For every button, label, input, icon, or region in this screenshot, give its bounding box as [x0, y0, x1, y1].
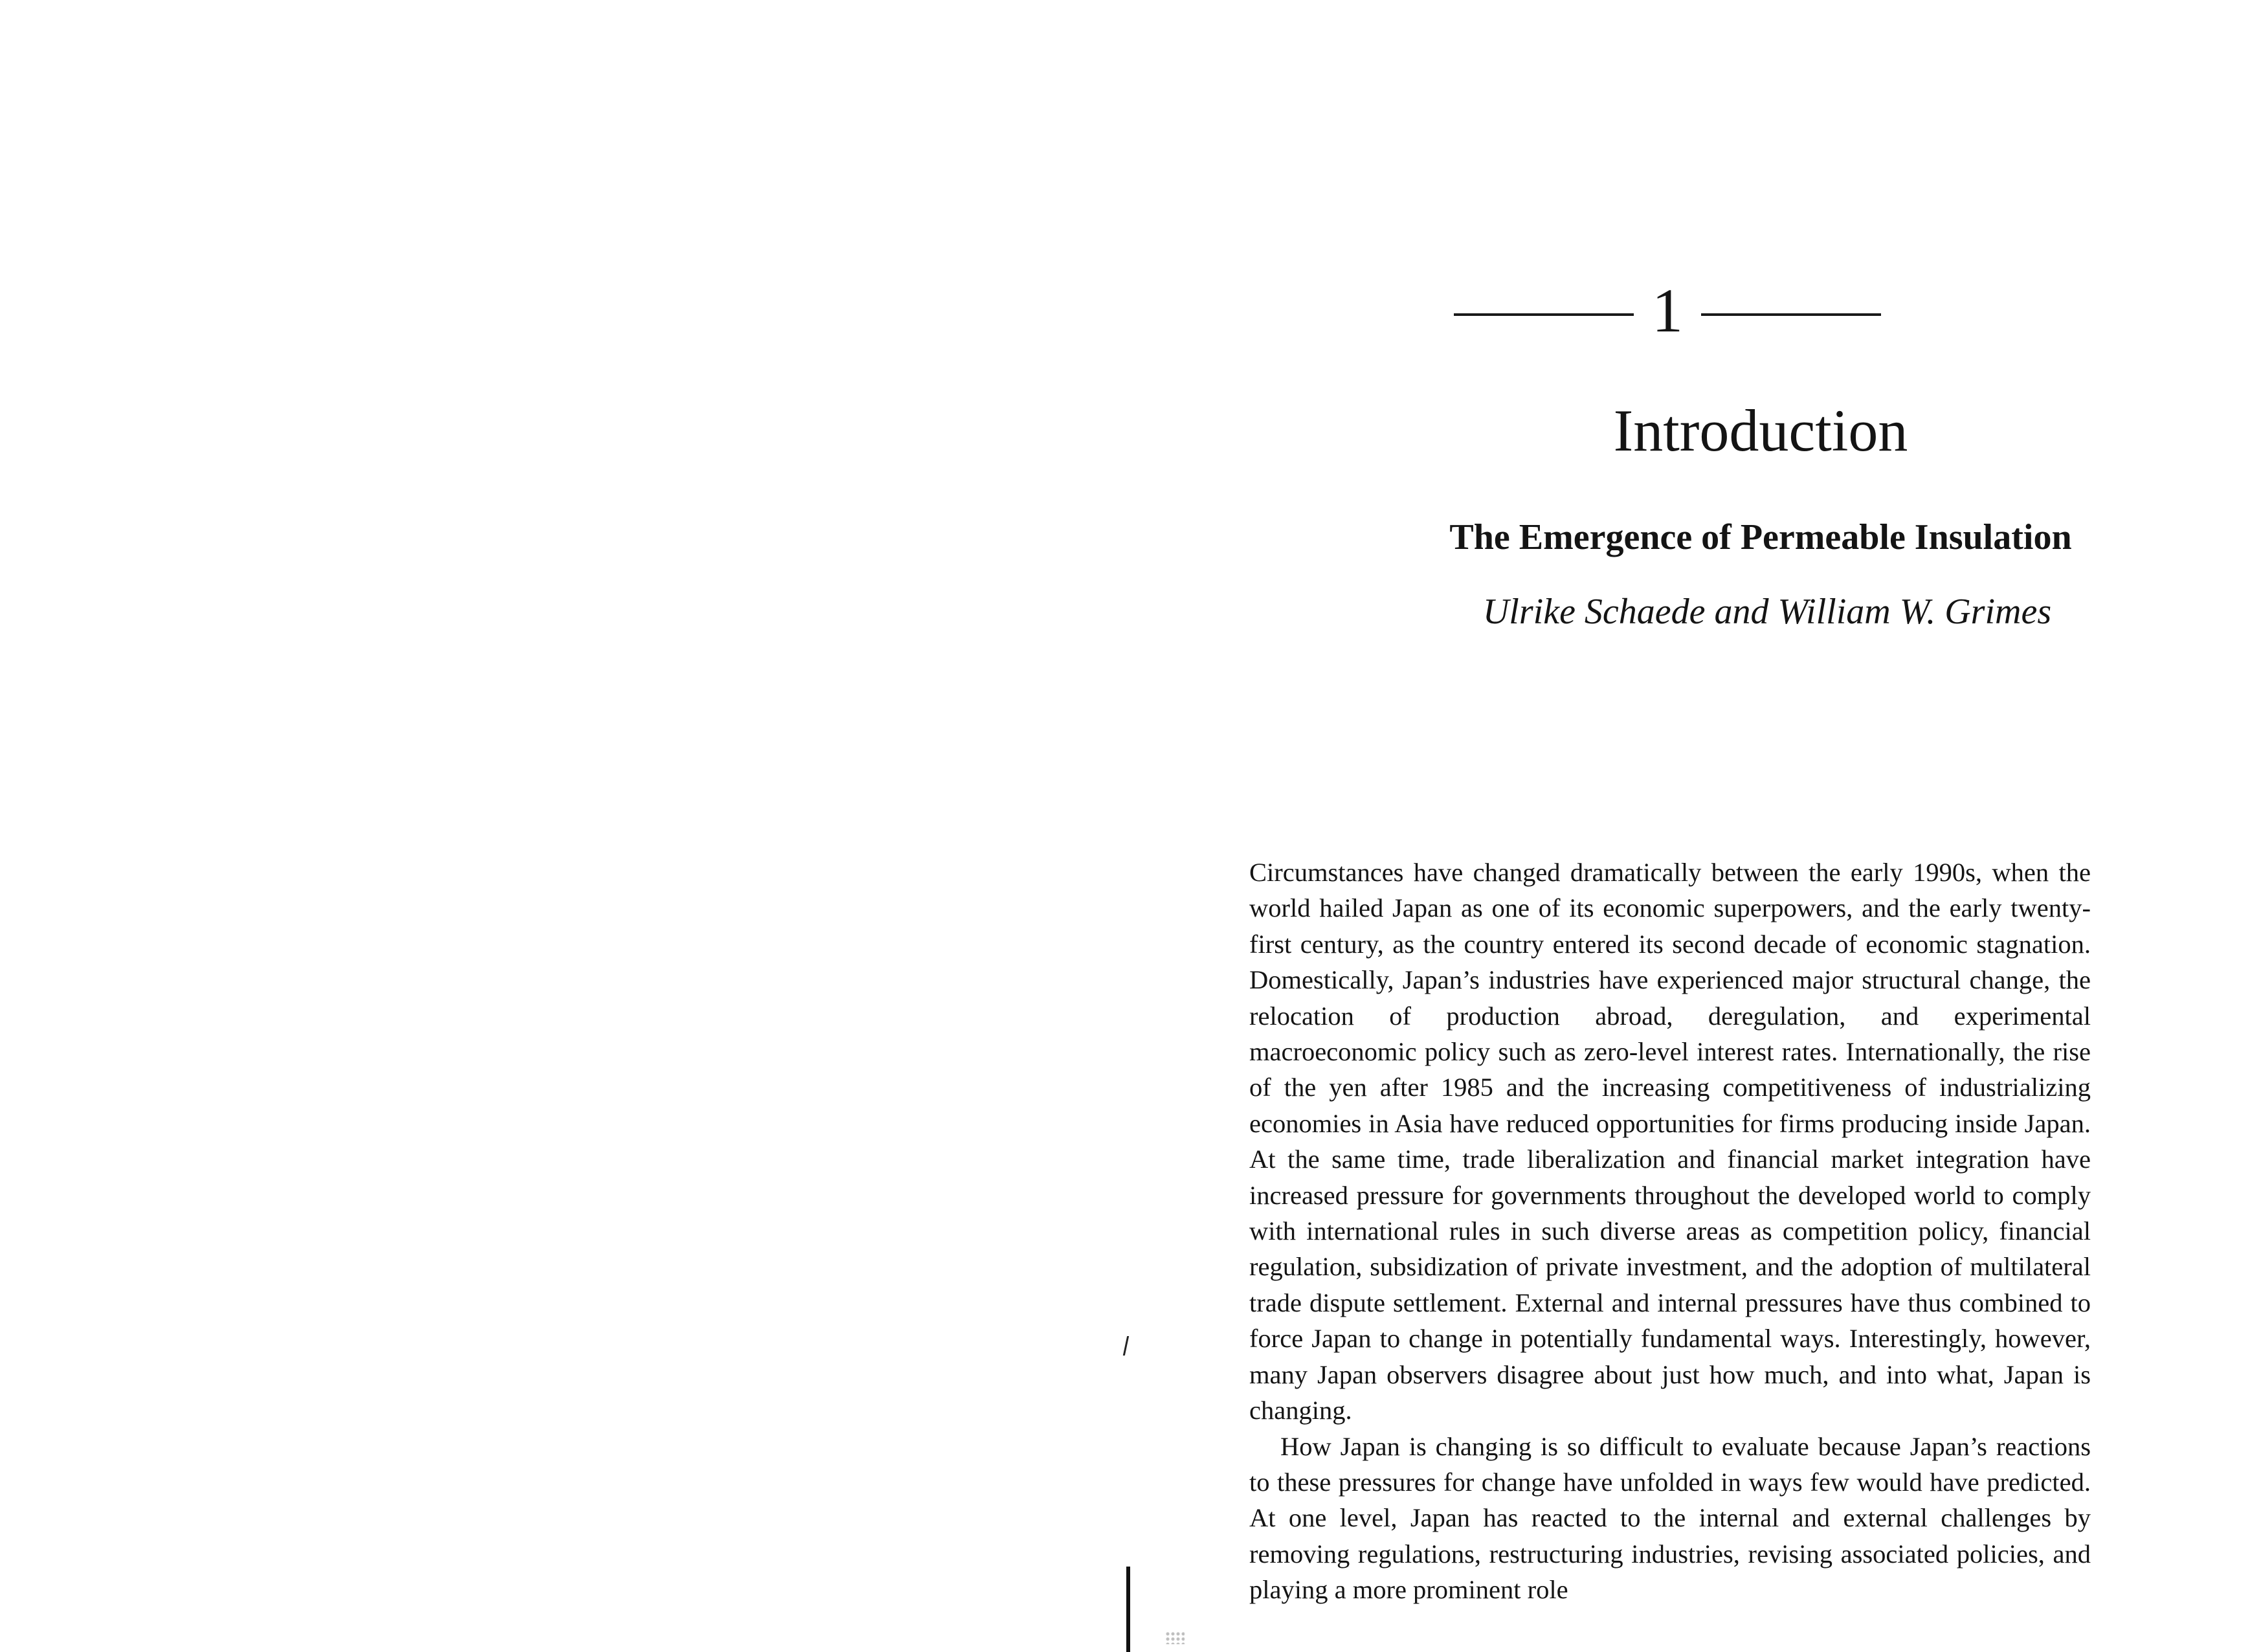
gutter-mark	[1123, 1336, 1129, 1356]
chapter-title: Introduction	[1613, 397, 1908, 463]
scan-speck	[1165, 1631, 1185, 1644]
chapter-subtitle: The Emergence of Permeable Insulation	[1449, 517, 2072, 557]
rule-left	[1454, 313, 1634, 316]
gutter-shadow	[1126, 1567, 1130, 1652]
chapter-number-row	[1441, 272, 1894, 350]
rule-right	[1701, 313, 1881, 316]
right-page	[1249, 0, 2091, 1652]
paragraph: Circumstances have changed dramatically between the early 1990s, when the world hailed Japan as one of its economic superpowers, and the early twenty-first century, as the country entered its second decade of economic stagnation. Domestically, Japan’s industries have experienced major structural change, the relocation of production abroad, deregulation, and experimental macroeconomic policy such as zero-level interest rates. Internationally, the rise of the yen after 1985 and the increasing competitiveness of industrializing economies in Asia have reduced opportunities for firms producing inside Japan. At the same time, trade liberalization and financial market integration have increased pressure for governments throughout the developed world to comply with international rules in such diverse areas as competition policy, financial regulation, subsidization of private investment, and the adoption of multilateral trade dispute settlement. External and internal pressures have thus combined to force Japan to change in potentially fundamental ways. Interestingly, however, many Japan observers disagree about just how much, and into what, Japan is changing.	[1249, 858, 2091, 1425]
body-text	[1249, 854, 2091, 1608]
chapter-number: 1	[1652, 276, 1683, 345]
paragraph: How Japan is changing is so difficult to evaluate because Japan’s reactions to these pressures for change have unfolded in ways few would have predicted. At one level, Japan has reacted to the internal and external challenges by removing regulations, restructuring industries, revising associated policies, and playing a more prominent role	[1249, 1431, 2091, 1605]
chapter-authors: Ulrike Schaede and William W. Grimes	[1482, 592, 2052, 632]
